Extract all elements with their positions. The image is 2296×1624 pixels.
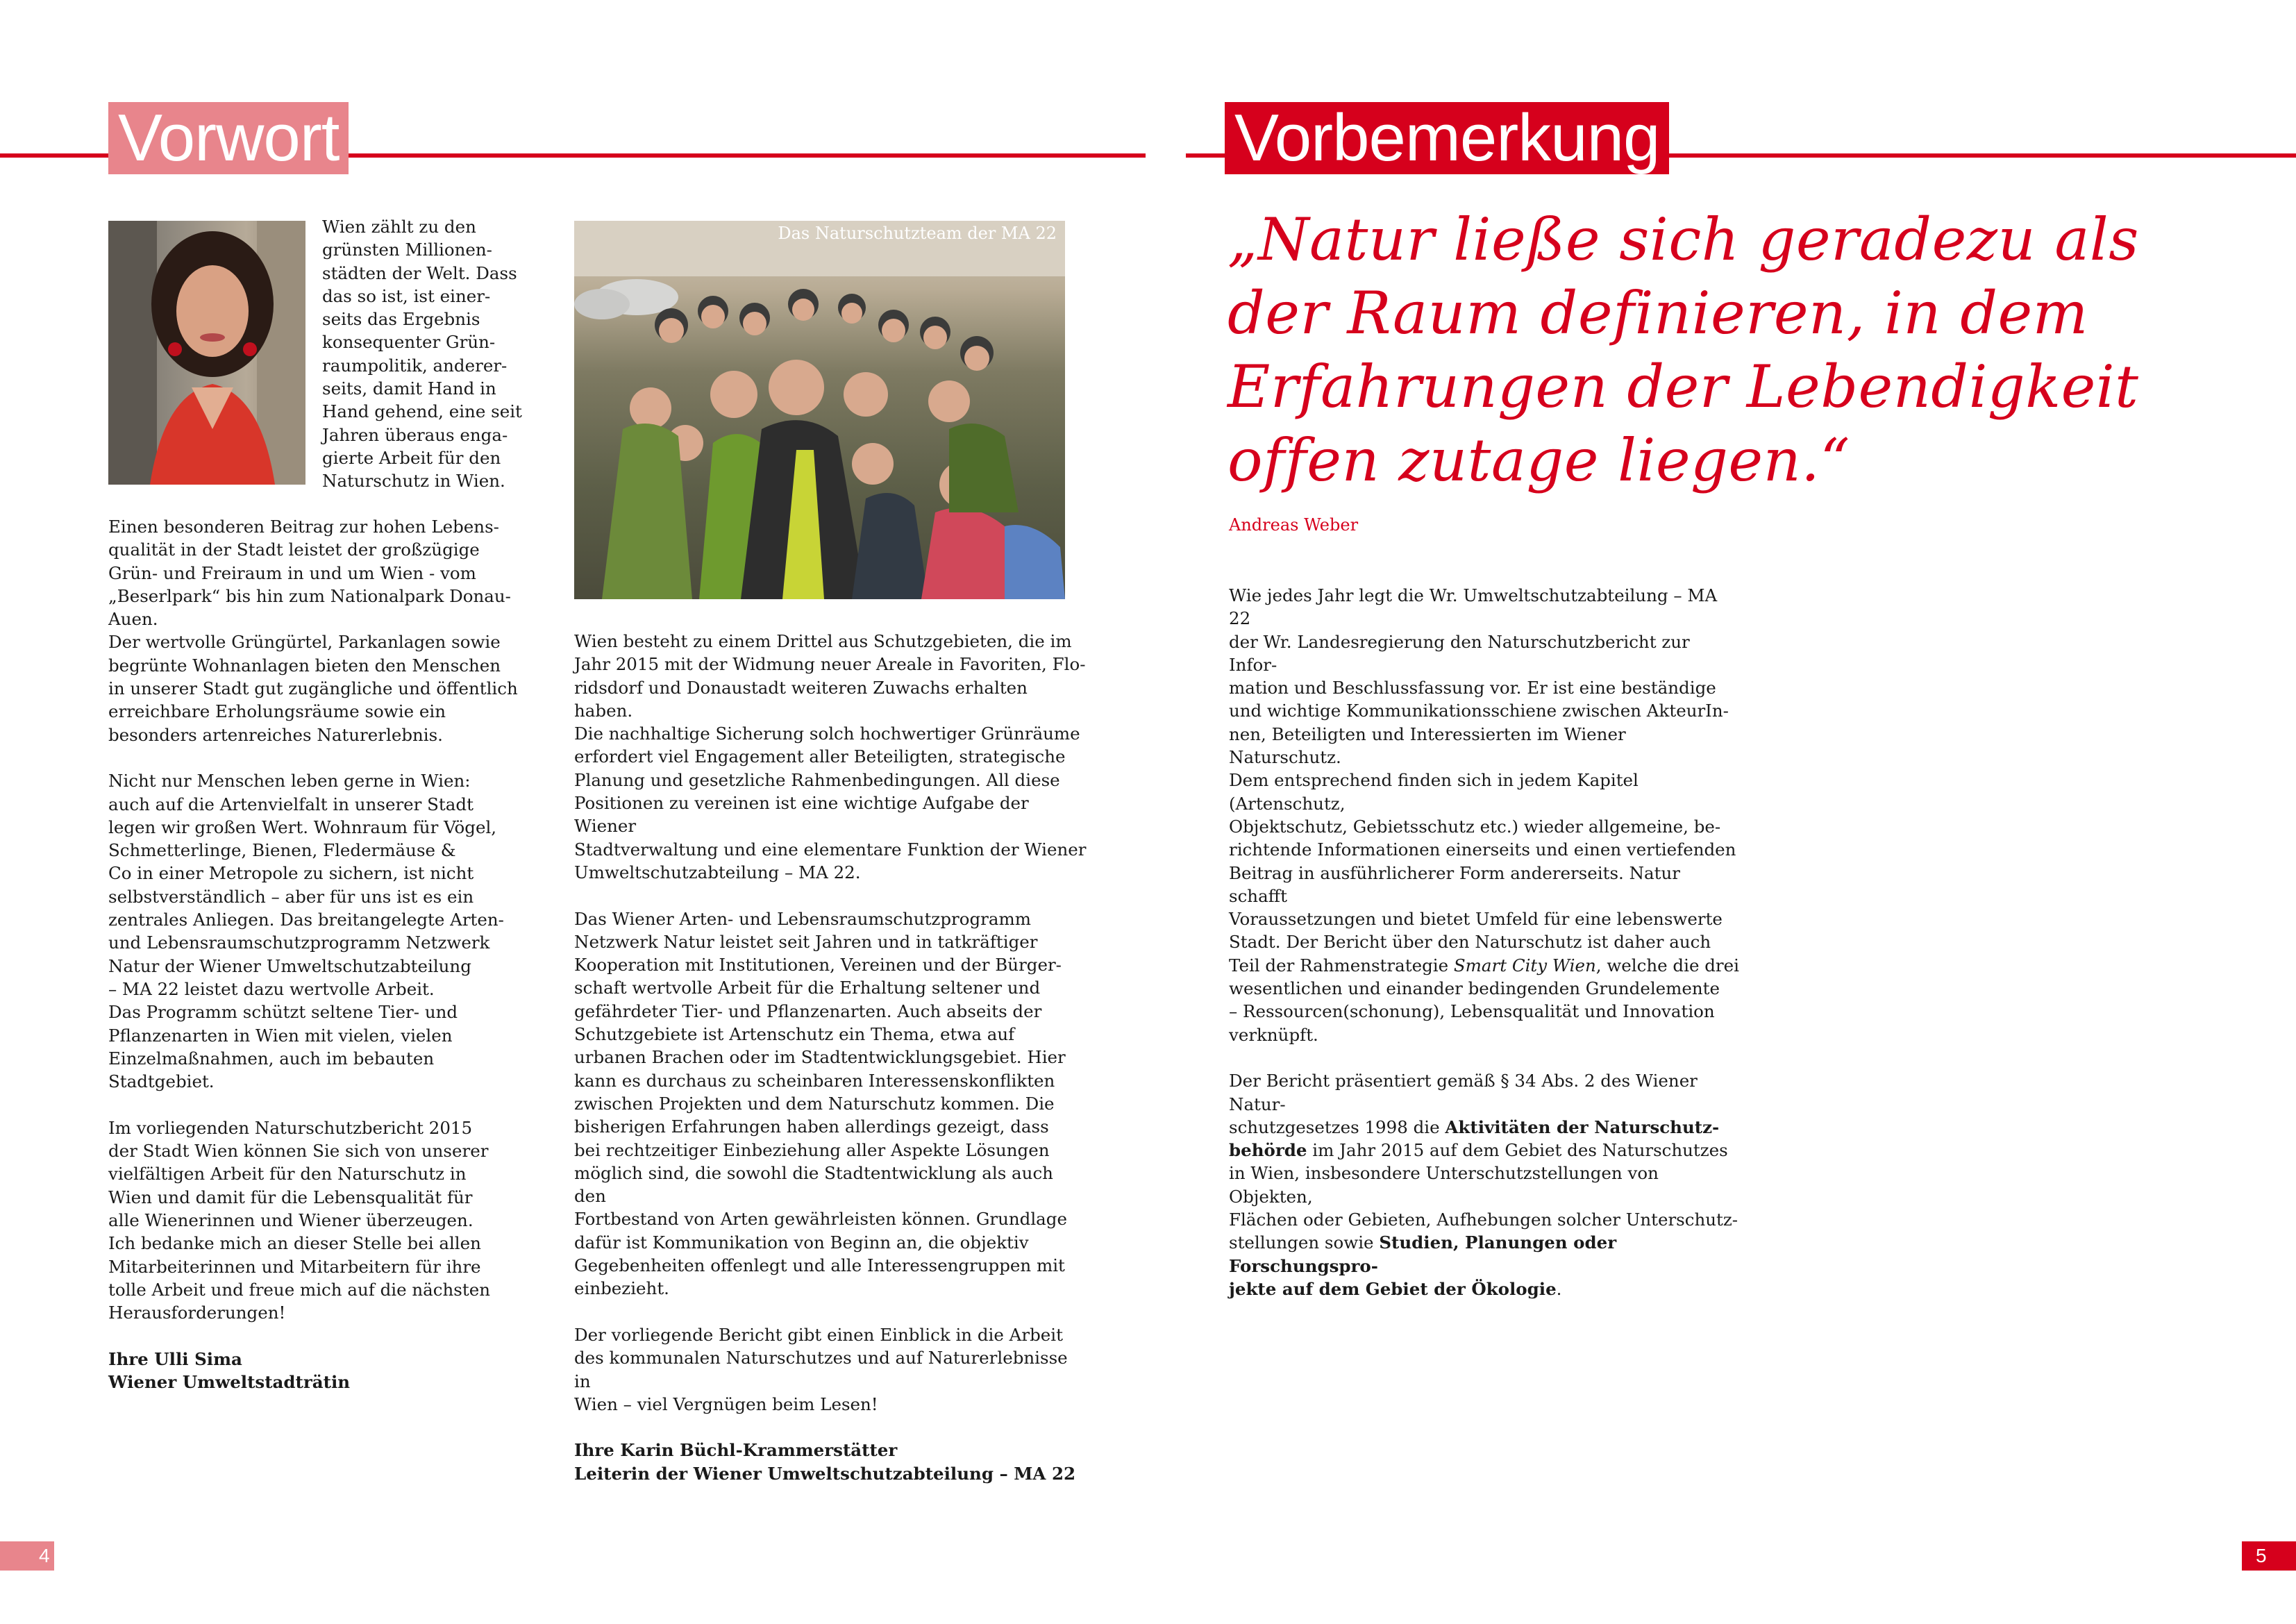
quote-author: Andreas Weber <box>1229 515 1359 535</box>
p2-text-a: Der Bericht präsentiert gemäß § 34 Abs. 2 des Wiener Natur- schutzgesetzes 1998 die <box>1229 1071 1698 1137</box>
team-photo-caption: Das Naturschutzteam der MA 22 <box>778 224 1057 243</box>
p2-bold-2: Studien, Planungen oder Forschungspro- jekte auf dem Gebiet der Ökologie <box>1229 1232 1617 1299</box>
intro-line: gierte Arbeit für den <box>322 447 501 468</box>
signature-title-buechl: Leiterin der Wiener Umweltschutzabteilung – MA 22 <box>574 1463 1076 1484</box>
intro-line: städten der Welt. Dass <box>322 262 517 283</box>
intro-line: seits, damit Hand in <box>322 378 496 399</box>
vorwort-p3: Im vorliegenden Naturschutzbericht 2015 der Stadt Wien können Sie sich von unserer vielfältigen Arbeit für den Naturschutz in Wien und damit für die Lebensqualität für alle Wienerinnen und Wiener überzeugen. Ich bedanke mich an dieser Stelle bei allen Mitarbeiterinnen und Mitarbeitern für ihre tolle Arbeit und freue mich auf die nächsten Herausforderungen! <box>108 1117 490 1323</box>
page-number-left <box>0 1541 54 1571</box>
vorbemerkung-body <box>1229 584 1743 1324</box>
intro-line: seits das Ergebnis <box>322 309 480 330</box>
portrait-photo <box>108 221 305 485</box>
vorwort-column-2 <box>574 630 1088 1485</box>
vorwort-column-1 <box>108 515 518 1393</box>
p1-italic: Smart City Wien <box>1453 955 1596 976</box>
signature-name-buechl: Ihre Karin Büchl-Krammerstätter <box>574 1440 898 1461</box>
portrait-illustration <box>108 221 305 485</box>
intro-line: Hand gehend, eine seit <box>322 401 522 422</box>
intro-text <box>322 215 530 493</box>
page-number-right <box>2242 1541 2296 1571</box>
intro-line: Wien zählt zu den <box>322 217 476 237</box>
team-photo <box>574 221 1065 599</box>
p1-text-b: , welche die drei wesentlichen und einander bedingenden Grundelemente – Ressourcen(schonung), Lebensqualität und Innovation verknüpft. <box>1229 955 1739 1045</box>
page-number-right-text: 5 <box>2256 1545 2267 1566</box>
pull-quote: „Natur ließe sich geradezu als der Raum definieren, in dem Erfahrungen der Lebendigkeit offen zutage liegen.“ <box>1227 206 2139 494</box>
p2-text-c: . <box>1556 1278 1562 1299</box>
vorwort-p2: Nicht nur Menschen leben gerne in Wien: auch auf die Artenvielfalt in unserer Stadt legen wir großen Wert. Wohnraum für Vögel, Schmetterlinge, Bienen, Fledermäuse & Co in einer Metropole zu sichern, ist nicht selbstverständlich – aber für uns ist es ein zentrales Anliegen. Das breitangelegte Arten- und Lebensraumschutzprogramm Netzwerk Natur der Wiener Umweltschutzabteilung – MA 22 leistet dazu wertvolle Arbeit. Das Programm schützt seltene Tier- und Pflanzenarten in Wien mit vielen, vielen Einzelmaßnahmen, auch im bebauten Stadtgebiet. <box>108 771 504 1092</box>
intro-line: grünsten Millionen- <box>322 240 492 260</box>
p1-text-a: Wie jedes Jahr legt die Wr. Umweltschutzabteilung – MA 22 der Wr. Landesregierung den Naturschutzbericht zur Infor- mation und Beschlussfassung vor. Er ist eine beständige und wichtige Kommunikationsschiene zwischen AkteurIn- nen, Beteiligten und Interessierten im Wiener Naturschutz. Dem entsprechend finden sich in jedem Kapitel (Artenschutz, Objektschutz, Gebietsschutz etc.) wieder allgemeine, be- richtende Informationen einerseits und einen vertiefenden Beitrag in ausführlicherer Form andererseits. Natur schafft Voraussetzungen und bietet Umfeld für eine lebenswerte Stadt. Der Bericht über den Naturschutz ist daher auch Teil der Rahmenstrategie <box>1229 585 1736 976</box>
vorwort-p1: Einen besonderen Beitrag zur hohen Lebens- qualität in der Stadt leistet der großzügige Grün- und Freiraum in und um Wien - vom „Beserlpark“ bis hin zum Nationalpark Donau- Auen. Der wertvolle Grüngürtel, Parkanlagen sowie begrünte Wohnanlagen bieten den Menschen in unserer Stadt gut zugängliche und öffentlich erreichbare Erholungsräume sowie ein besonders artenreiches Naturerlebnis. <box>108 517 518 745</box>
heading-vorwort: Vorwort <box>108 102 349 174</box>
signature-name-sima: Ihre Ulli Sima <box>108 1348 242 1369</box>
col2-p1: Wien besteht zu einem Drittel aus Schutzgebieten, die im Jahr 2015 mit der Widmung neuer Areale in Favoriten, Flo- ridsdorf und Donaustadt weiteren Zuwachs erhalten haben. Die nachhaltige Sicherung solch hochwertiger Grünräume erfordert viel Engagement aller Beteiligten, strategische Planung und gesetzliche Rahmenbedingungen. All diese Positionen zu vereinen ist eine wichtige Aufgabe der Wiener Stadtverwaltung und eine elementare Funktion der Wiener Umweltschutzabteilung – MA 22. <box>574 631 1087 882</box>
intro-line: Naturschutz in Wien. <box>322 471 505 492</box>
p2-bold-1: Aktivitäten der Naturschutz- behörde <box>1229 1116 1720 1161</box>
heading-vorbemerkung: Vorbemerkung <box>1225 102 1669 174</box>
col2-p3: Der vorliegende Bericht gibt einen Einblick in die Arbeit des kommunalen Naturschutzes und auf Naturerlebnisse in Wien – viel Vergnügen beim Lesen! <box>574 1324 1068 1414</box>
intro-line: raumpolitik, anderer- <box>322 355 508 376</box>
team-illustration <box>574 221 1065 599</box>
intro-line: Jahren überaus enga- <box>322 424 508 445</box>
signature-title-sima: Wiener Umweltstadträtin <box>108 1371 351 1392</box>
intro-line: konsequenter Grün- <box>322 332 496 353</box>
p2-text-b: im Jahr 2015 auf dem Gebiet des Naturschutzes in Wien, insbesondere Unterschutzstellungen von Objekten, Flächen oder Gebieten, Aufhebungen solcher Unterschutz- stellungen sowie <box>1229 1140 1738 1253</box>
intro-line: das so ist, ist einer- <box>322 285 491 306</box>
page-number-left-text: 4 <box>39 1545 50 1566</box>
vorbemerkung-p2 <box>1229 1069 1743 1300</box>
vorbemerkung-p1 <box>1229 584 1743 1046</box>
col2-p2: Das Wiener Arten- und Lebensraumschutzprogramm Netzwerk Natur leistet seit Jahren und in tatkräftiger Kooperation mit Institutionen, Vereinen und der Bürger- schaft wertvolle Arbeit für die Erhaltung seltener und gefährdeter Tier- und Pflanzenarten. Auch abseits der Schutzgebiete ist Artenschutz ein Thema, etwa auf urbanen Brachen oder im Stadtentwicklungsgebiet. Hier kann es durchaus zu scheinbaren Interessenskonflikten zwischen Projekten und dem Naturschutz kommen. Die bisherigen Erfahrungen haben allerdings gezeigt, dass bei rechtzeitiger Einbeziehung aller Aspekte Lösungen möglich sind, die sowohl die Stadtentwicklung als auch den Fortbestand von Arten gewährleisten können. Grundlage dafür ist Kommunikation von Beginn an, die objektiv Gegebenheiten offenlegt und alle Interessengruppen mit einbezieht. <box>574 908 1067 1299</box>
